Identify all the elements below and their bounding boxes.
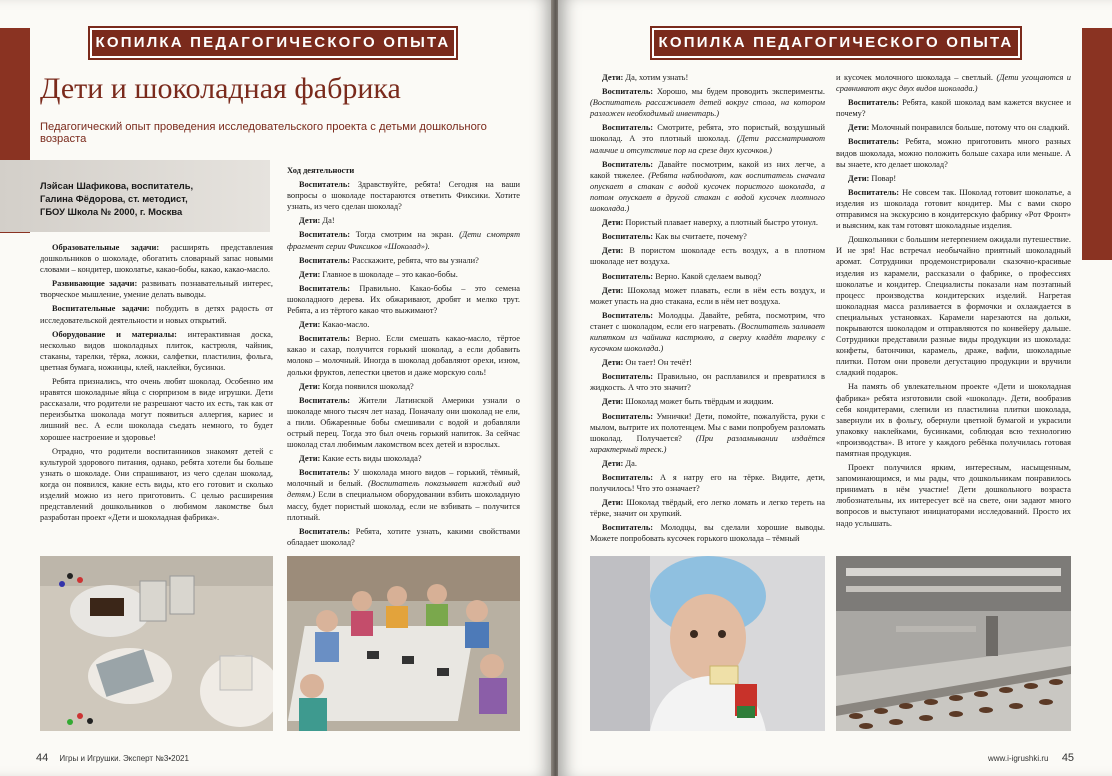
paragraph — [287, 215, 520, 226]
speaker-label: Воспитатель: — [299, 230, 351, 240]
paragraph-text: Правильно. Какао-бобы – это семена шоколадного дерева. Их обжаривают, дробят и мелко трут. Ребята, а из тёртого какао что выжимают? — [287, 283, 520, 316]
speaker-label: Воспитатель: — [299, 526, 351, 536]
paragraph-text: Молочный понравился больше, потому что он сладкий. — [869, 123, 1070, 133]
photo-chocolate-table — [40, 556, 273, 731]
paragraph-text: Какао-масло. — [320, 320, 370, 330]
paragraph — [590, 231, 825, 242]
paragraph-text: Смотрите, ребята, это пористый, воздушный шоколад. А это плотный шоколад. — [590, 123, 825, 144]
speaker-label: Воспитатель: — [299, 395, 351, 405]
paragraph — [40, 376, 273, 443]
stage-direction: (Дети угощаются и сравнивают вкус двух видов шоколада.) — [836, 73, 1071, 94]
paragraph — [836, 72, 1071, 94]
photo-children-table — [287, 556, 520, 731]
paragraph-text: Да, хотим узнать! — [623, 73, 689, 82]
speaker-label: Дети: — [602, 458, 624, 468]
paragraph-text: Шоколад может быть твёрдым и жидким. — [623, 397, 774, 407]
paragraph-text: Главное в шоколаде – это какао-бобы. — [320, 269, 458, 279]
speaker-label: Воспитатель: — [602, 123, 654, 133]
paragraph-text: Тогда смотрим на экран. — [350, 230, 454, 240]
section-banner: КОПИЛКА ПЕДАГОГИЧЕСКОГО ОПЫТА — [90, 28, 456, 58]
paragraph-text: Молодцы. Давайте, ребята, посмотрим, что станет с шоколадом, если его нагревать. — [590, 310, 825, 331]
paragraph-text: У шоколада много видов – горький, тёмный, молочный и белый. — [287, 468, 520, 489]
author-line: Лэйсан Шафикова, воспитатель, — [40, 180, 194, 191]
paragraph — [287, 269, 520, 280]
paragraph-text: В пористом шоколаде есть воздух, а в плотном шоколаде нет воздуха. — [590, 246, 825, 267]
speaker-label: Воспитатель: — [848, 98, 900, 108]
paragraph-text: Повар! — [869, 173, 897, 183]
paragraph-text: Верно. Какой сделаем вывод? — [653, 271, 762, 281]
paragraph — [40, 242, 273, 275]
paragraph — [590, 497, 825, 519]
paragraph-text: Как вы считаете, почему? — [653, 232, 747, 242]
paragraph-text: Здравствуйте, ребята! Сегодня на ваши вопросы о шоколаде постараются ответить Фиксики. Хотите узнать, из чего сделан шоколад? — [287, 180, 520, 212]
paragraph-text: Он тает! Он течёт! — [623, 358, 692, 368]
paragraph — [590, 86, 825, 119]
paragraph-text: Пористый плавает наверху, а плотный быстро утонул. — [623, 218, 818, 228]
stage-direction: (Ребята наблюдают, как воспитатель сначала опускает в стакан с водой кусочек пористого шоколада, а потом опускает в другой стакан с водой кусочек плотного шоколада.) — [590, 170, 825, 214]
paragraph — [590, 245, 825, 267]
speaker-label: Развивающие задачи: — [52, 279, 138, 289]
speaker-label: Дети: — [299, 381, 321, 391]
paragraph — [590, 159, 825, 214]
paragraph — [590, 271, 825, 282]
paragraph-text: Когда появился шоколад? — [320, 381, 414, 391]
speaker-label: Дети: — [602, 397, 624, 407]
stage-direction: (Дети смотрят фрагмент серии Фиксиков «Шоколад»). — [287, 230, 520, 251]
speaker-label: Воспитатель: — [602, 271, 654, 281]
paragraph-text: Шоколад может плавать, если в нём есть воздух, и может упасть на дно стакана, если в нём нет воздуха. — [590, 285, 825, 306]
author-box — [0, 160, 270, 232]
paragraph — [40, 329, 273, 373]
speaker-label: Воспитатель: — [602, 232, 654, 242]
paragraph — [836, 136, 1071, 169]
paragraph-text: Правильно, он расплавился и превратился в жидкость. А что это значит? — [590, 372, 825, 393]
paragraph — [836, 97, 1071, 119]
page-number: 45 — [1061, 752, 1075, 764]
right-footer — [988, 752, 1074, 764]
paragraph — [590, 357, 825, 368]
paragraph — [590, 472, 825, 494]
article-title: Дети и шоколадная фабрика — [40, 72, 401, 105]
speaker-label: Воспитатель: — [299, 334, 351, 344]
stage-direction: (При разламывании издаётся характерный треск.) — [590, 433, 826, 454]
left-page — [0, 0, 553, 776]
speaker-label: Воспитательные задачи: — [52, 304, 150, 314]
paragraph-text: развивать познавательный интерес, творческое мышление, умение делать выводы. — [40, 279, 273, 300]
stage-direction: (Воспитатель рассаживает детей вокруг стола, на котором разложен необходимый инвентарь.) — [590, 98, 825, 119]
paragraph — [287, 381, 520, 392]
speaker-label: Дети: — [602, 498, 624, 508]
paragraph-text: Дошкольники с большим нетерпением ожидали путешествие. И не зря! Нас встречал необычайно приятный шоколадный аромат. Сотрудники продемонстрировали сказочно-красивые изделия из карамели, рассказали о фабрике, о профессиях шоколатье и кондитер. Специалисты показали нам поэтапный процесс производства кондитерских изделий. Нагретая шоколадная масса разливается в формочки и охлаждается в специальных установках. Карамели нарезаются на дольки, покрываются шоколадом и отправляются по конвейеру дальше. Сотрудники представили разные виды продукции из шоколада: конфеты, батончики, карамель, драже, вафли, шоколадные плитки. Потом они провели дегустацию продукции и вручили сладкий подарок. — [836, 235, 1071, 378]
paragraph-text: интерактивная доска, несколько видов шоколадных плиток, кастрюля, чайник, стаканы, тарелки, тёрка, ложки, салфетки, пластилин, фольга, цветная бумага, ножницы, клей, наклейки, бусинки. — [40, 329, 273, 372]
speaker-label: Воспитатель: — [602, 159, 654, 169]
paragraph — [287, 255, 520, 266]
right-accent-band — [1082, 28, 1112, 260]
paragraph-text: и кусочек молочного шоколада – светлый. — [836, 73, 994, 82]
article-subtitle: Педагогический опыт проведения исследовательского проекта с детьми дошкольного возраста — [40, 121, 487, 145]
paragraph — [40, 278, 273, 300]
magazine-issue: Игры и Игрушки. Эксперт №3•2021 — [59, 754, 189, 763]
speaker-label: Дети: — [848, 123, 870, 133]
paragraph — [836, 462, 1071, 529]
paragraph — [590, 72, 825, 83]
section-banner: КОПИЛКА ПЕДАГОГИЧЕСКОГО ОПЫТА — [652, 28, 1020, 58]
author-line: Галина Фёдорова, ст. методист, — [40, 193, 188, 204]
paragraph — [590, 122, 825, 155]
stage-direction: (Воспитатель заливает кипятком из чайника кастрюлю, а сверху кладёт тарелку с кусочком шоколада.) — [590, 321, 825, 354]
speaker-label: Дети: — [602, 285, 624, 295]
paragraph — [40, 303, 273, 325]
right-column-1 — [590, 72, 825, 548]
speaker-label: Воспитатель: — [602, 523, 654, 533]
paragraph-text: Ребята, хотите узнать, какими свойствами обладает шоколад? — [287, 526, 520, 547]
left-column-2 — [287, 165, 520, 551]
paragraph-text: Проект получился ярким, интересным, насыщенным, запоминающимся, и мы рады, что дошкольникам понравилось принимать в нём участие! Дети дошкольного возраста любознательны, их интересует всё на свете, они задают много вопросов и выступают инициаторами исследований. Просто их надо услышать. — [836, 463, 1071, 528]
photo-girl-chocolate — [590, 556, 825, 731]
paragraph-text: А я натру его на тёрке. Видите, дети, получилось! Что это означает? — [590, 473, 825, 494]
paragraph — [836, 187, 1071, 231]
speaker-label: Воспитатель: — [299, 468, 351, 478]
speaker-label: Дети: — [602, 73, 624, 82]
author-line: ГБОУ Школа № 2000, г. Москва — [40, 206, 183, 217]
paragraph-text: Ребята признались, что очень любят шоколад. Особенно им нравятся шоколадные яйца с сюрпризом в виде игрушки. Дети рассказали, что родители не разрешают часто их есть, так как от переизбытка шоколада могут появиться аллергия, кариес и лишний вес. А если шоколада съедать немного, то будет хорошее настроение и здоровье! — [40, 377, 273, 442]
paragraph — [287, 179, 520, 212]
paragraph — [836, 381, 1071, 459]
right-column-2 — [836, 72, 1071, 532]
paragraph-text: Шоколад твёрдый, его легко ломать и легко тереть на тёрке, значит он хрупкий. — [590, 498, 825, 519]
speaker-label: Дети: — [299, 454, 321, 464]
right-page — [558, 0, 1112, 776]
speaker-label: Дети: — [848, 173, 870, 183]
speaker-label: Воспитатель: — [848, 187, 900, 197]
paragraph — [590, 458, 825, 469]
photo-factory-conveyor — [836, 556, 1071, 731]
paragraph — [590, 217, 825, 228]
paragraph — [590, 371, 825, 393]
paragraph — [590, 522, 825, 544]
paragraph-text: Отрадно, что родители воспитанников знакомят детей с культурой здорового питания, однако, ребята хотели бы больше узнать о шоколаде. Они спрашивают, из чего сделан шоколад, когда он появился, какие есть виды, кто его готовит и сколько изделий можно из него приготовить. С целью расширения представлений дошкольников о любимом лакомстве был разработан проект «Дети и шоколадная фабрика». — [40, 446, 273, 523]
paragraph-text: расширять представления дошкольников о шоколаде, обогатить словарный запас новыми словами – кондитер, шоколатье, какао-бобы, какао, какао-масло. — [40, 243, 273, 275]
paragraph — [836, 122, 1071, 133]
paragraph-text: Умнички! Дети, помойте, пожалуйста, руки с мылом, вытрите их полотенцем. Мы с вами попробуем разломать шоколад. Получается? — [590, 411, 825, 443]
paragraph — [40, 446, 273, 524]
paragraph — [590, 411, 825, 455]
paragraph — [287, 526, 520, 548]
speaker-label: Воспитатель: — [602, 411, 654, 421]
paragraph-text: Какие есть виды шоколада? — [320, 454, 422, 464]
speaker-label: Воспитатель: — [299, 283, 351, 293]
paragraph — [287, 467, 520, 522]
left-footer — [36, 752, 189, 764]
left-column-1 — [40, 242, 273, 526]
speaker-label: Воспитатель: — [299, 255, 351, 265]
speaker-label: Воспитатель: — [602, 310, 654, 320]
speaker-label: Дети: — [602, 358, 624, 368]
paragraph-text: Не совсем так. Шоколад готовит шоколатье, а изделия из шоколада готовит кондитер. Мы с вами скоро отправимся на экскурсию в кондитерскую фабрику «Рот Фронт» и выясним, как там готовят шоколадные изделия. — [836, 187, 1071, 231]
speaker-label: Воспитатель: — [299, 180, 351, 190]
paragraph — [590, 285, 825, 307]
paragraph-text: Да. — [623, 458, 637, 468]
speaker-label: Дети: — [299, 269, 321, 279]
paragraph — [590, 396, 825, 407]
paragraph-text: Ребята, можно приготовить много разных видов шоколада, можно положить больше сахара или меньше. А вы знаете, кто делает шоколад? — [836, 137, 1071, 169]
paragraph-text: На память об увлекательном проекте «Дети и шоколадная фабрика» ребята изготовили свой «шоколад». Дети, вообразив себя кондитерами, слепили из пластилина плитки шоколада, завернули их в фольгу, обернули цветной бумагой и украсили упаковку наклейками, бусинками, соблюдая всю технологию «производства». В итоге у каждого ребёнка получилась готовая памятная продукция. — [836, 382, 1071, 458]
paragraph-text: Если в специальном оборудовании взбить шоколадную массу, будет пористый шоколад, если не взбивать – получится плотный. — [287, 490, 520, 522]
speaker-label: Дети: — [299, 320, 321, 330]
paragraph-text: Жители Латинской Америки узнали о шоколаде много тысяч лет назад. Поначалу они шоколад не ели, а пили. Обжаренные бобы смешивали с водой и добавляли острый перец. Тогда это был очень горький напиток. За сейчас шоколад стал любимым лакомством всех детей и взрослых. — [287, 395, 520, 450]
speaker-label: Воспитатель: — [602, 473, 654, 482]
paragraph-text: Да! — [320, 216, 335, 226]
stage-direction: (Воспитатель показывает каждый вид детям.) — [287, 479, 520, 500]
paragraph — [287, 283, 520, 316]
paragraph-text: Верно. Если смешать какао-масло, тёртое какао и сахар, получится горький шоколад, а если добавить молоко – молочный. Иногда в шоколад добавляют орехи, изюм, дольки фруктов, лепестки цветов и даже морскую соль! — [287, 334, 520, 377]
speaker-label: Образовательные задачи: — [52, 243, 160, 252]
speaker-label: Дети: — [299, 216, 321, 226]
section-heading: Ход деятельности — [287, 166, 355, 175]
page-number: 44 — [36, 752, 49, 764]
paragraph-text: побудить в детях радость от исследовательской деятельности и новых открытий. — [40, 304, 273, 325]
paragraph — [287, 395, 520, 450]
paragraph — [287, 333, 520, 377]
paragraph-text: Давайте посмотрим, какой из них легче, а какой тяжелее. — [590, 159, 825, 180]
paragraph — [836, 234, 1071, 378]
speaker-label: Воспитатель: — [848, 137, 900, 147]
site-url: www.i-igrushki.ru — [988, 754, 1049, 763]
paragraph-text: Молодцы, вы сделали хорошие выводы. Можете попробовать кусочек горького шоколада – тёмный — [590, 523, 825, 544]
paragraph-text: Расскажите, ребята, что вы узнали? — [350, 255, 479, 265]
speaker-label: Дети: — [602, 246, 624, 256]
speaker-label: Оборудование и материалы: — [52, 329, 177, 339]
paragraph — [287, 453, 520, 464]
speaker-label: Воспитатель: — [602, 87, 654, 97]
paragraph-text: Ребята, какой шоколад вам кажется вкуснее и почему? — [836, 98, 1071, 119]
paragraph-text: Хорошо, мы будем проводить эксперименты. — [653, 87, 825, 97]
paragraph — [287, 229, 520, 251]
paragraph — [287, 319, 520, 330]
paragraph — [836, 173, 1071, 184]
stage-direction: (Дети рассматривают наличие и отсутствие пор на срезе двух кусочков.) — [590, 134, 825, 155]
paragraph — [590, 310, 825, 354]
speaker-label: Воспитатель: — [602, 372, 654, 382]
speaker-label: Дети: — [602, 218, 624, 228]
